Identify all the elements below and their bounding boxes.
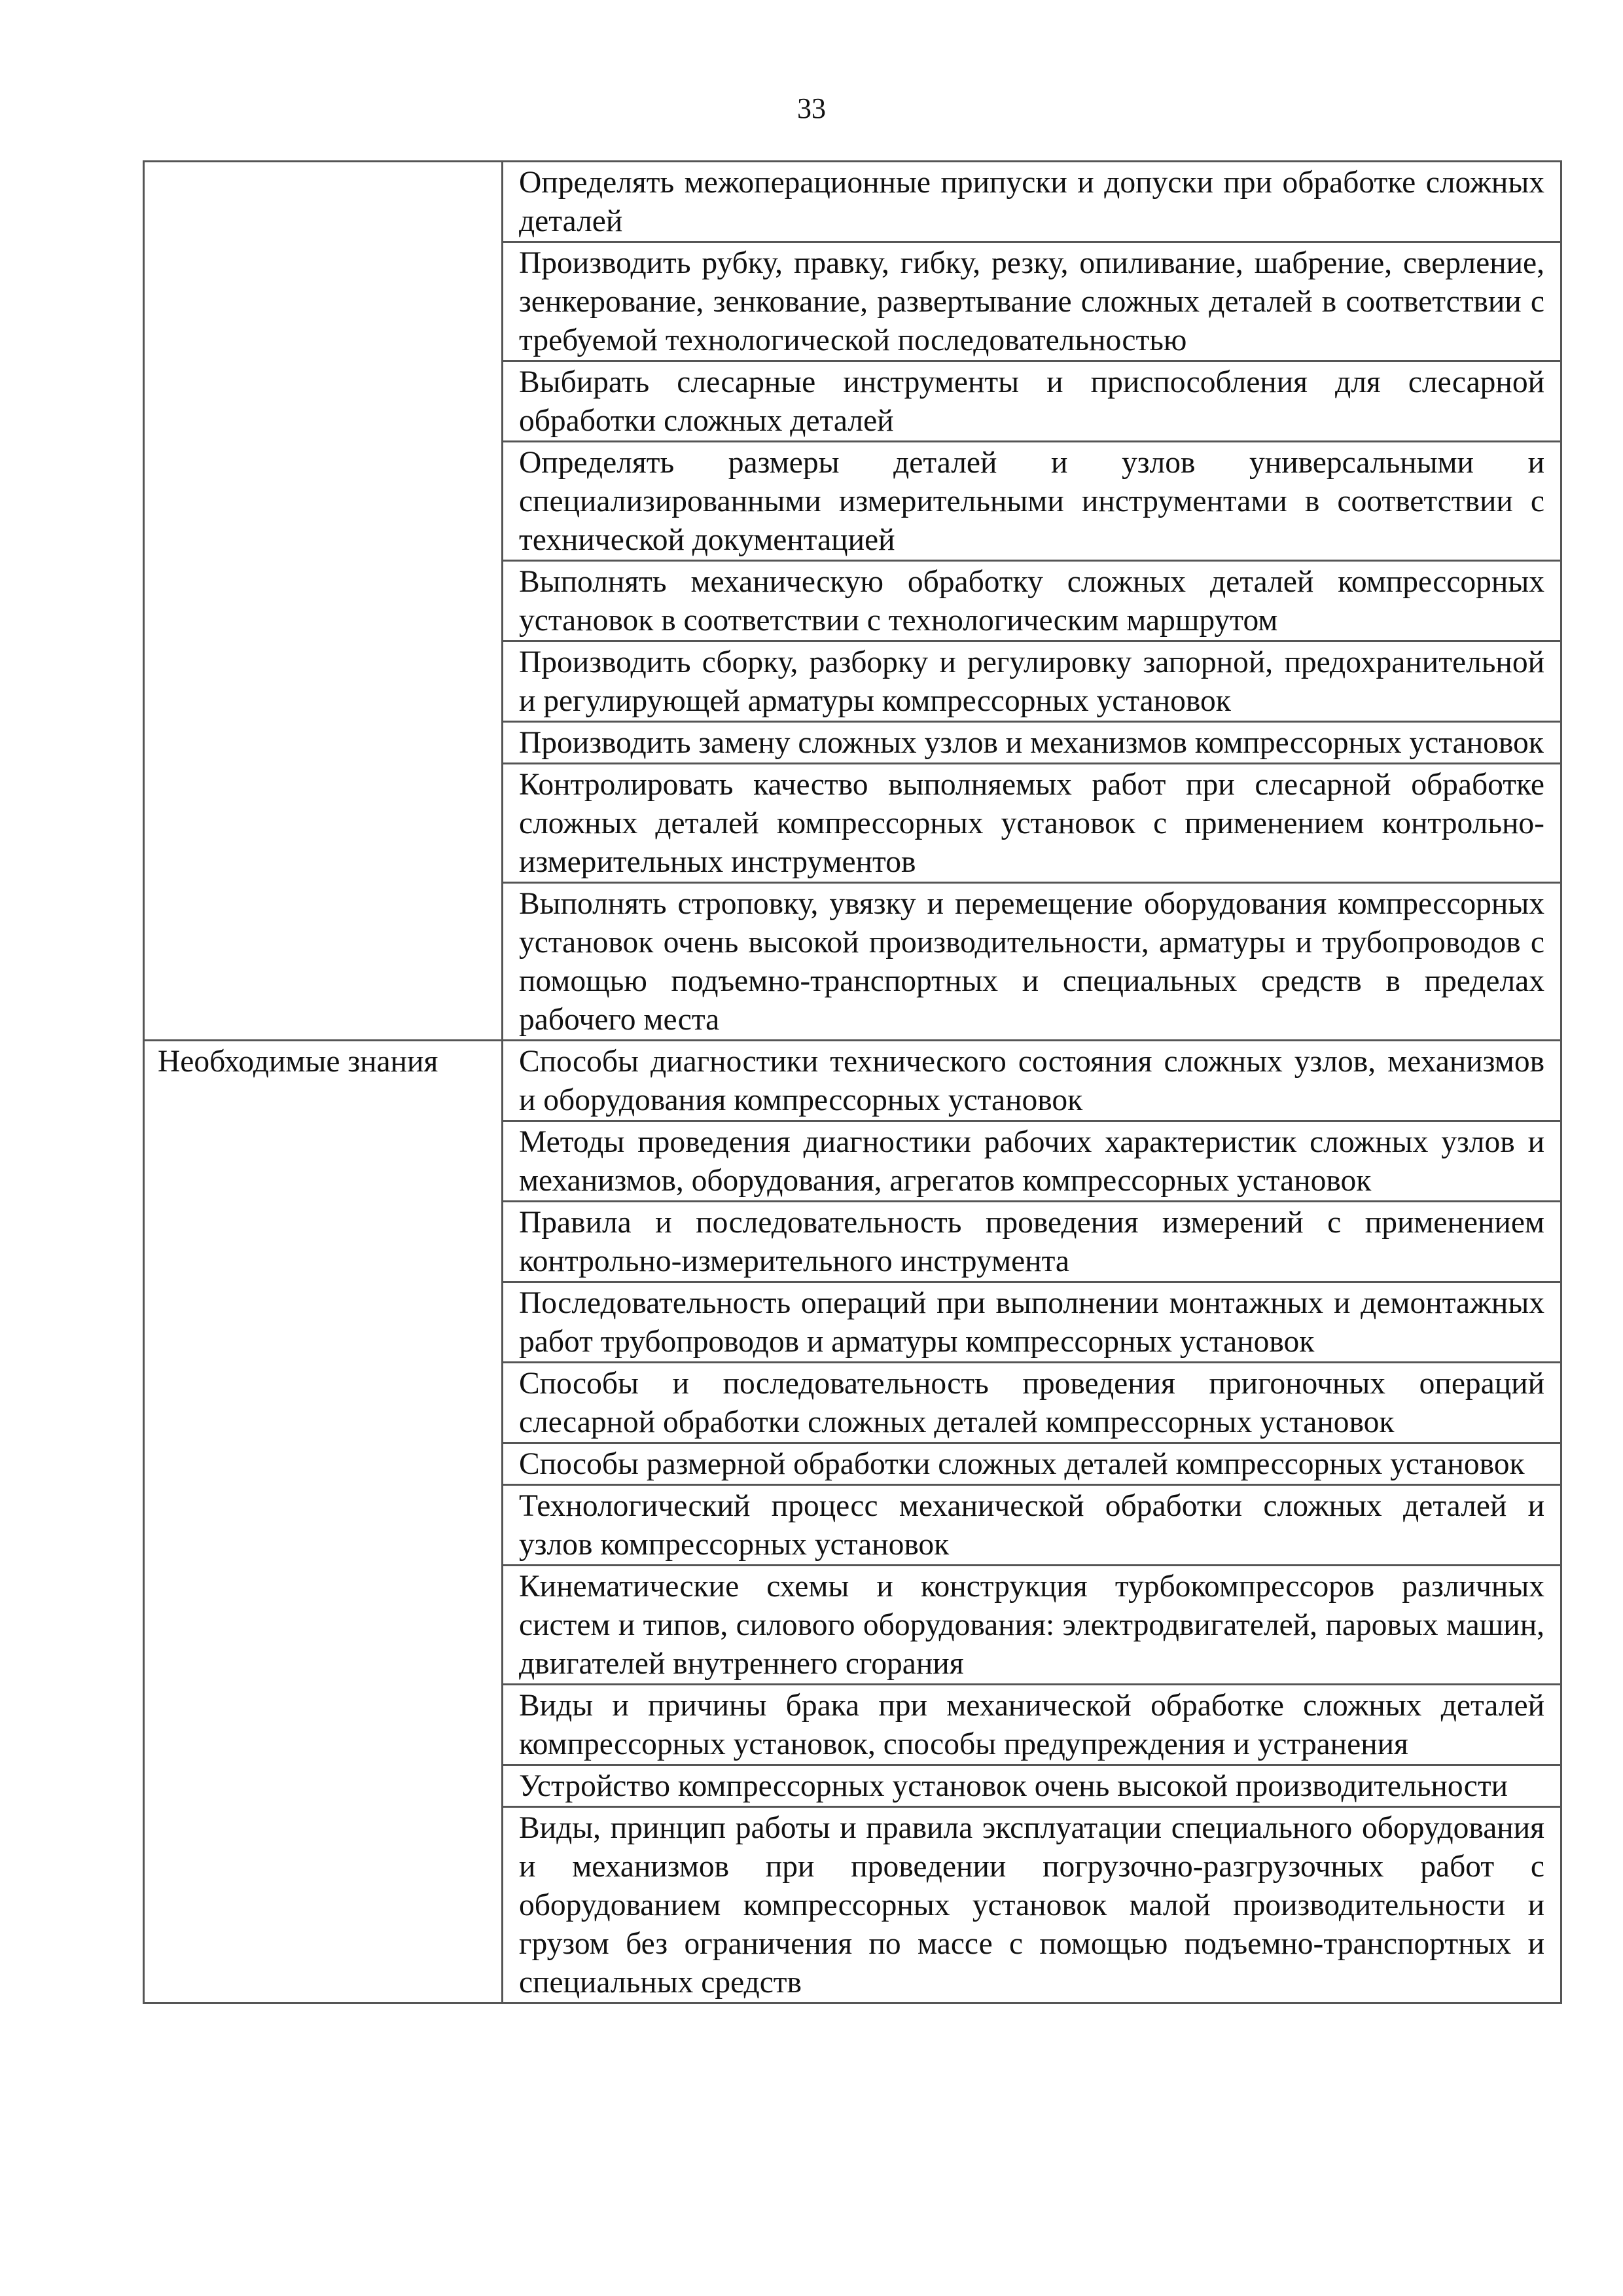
knowledge-item: Устройство компрессорных установок очень высокой производительности [503,1765,1561,1807]
skill-item: Определять размеры деталей и узлов универсальными и специализированными измерительными инструментами в соответствии с технической документацией [503,442,1561,561]
skill-item: Определять межоперационные припуски и допуски при обработке сложных деталей [503,162,1561,242]
competency-table [143,160,1562,2004]
skill-item: Производить сборку, разборку и регулировку запорной, предохранительной и регулирующей арматуры компрессорных установок [503,641,1561,722]
skill-item: Производить рубку, правку, гибку, резку, опиливание, шабрение, сверление, зенкерование, зенкование, развертывание сложных деталей в соответствии с требуемой технологической последовательностью [503,242,1561,361]
skill-item: Выбирать слесарные инструменты и приспособления для слесарной обработки сложных деталей [503,361,1561,442]
skill-item: Производить замену сложных узлов и механизмов компрессорных установок [503,722,1561,764]
table-row [144,1041,1561,1121]
knowledge-item: Способы диагностики технического состояния сложных узлов, механизмов и оборудования компрессорных установок [503,1041,1561,1121]
knowledge-item: Технологический процесс механической обработки сложных деталей и узлов компрессорных установок [503,1485,1561,1566]
table-row [144,162,1561,242]
knowledge-item: Виды и причины брака при механической обработке сложных деталей компрессорных установок, способы предупреждения и устранения [503,1685,1561,1765]
skill-item: Контролировать качество выполняемых работ при слесарной обработке сложных деталей компрессорных установок с применением контрольно-измерительных инструментов [503,764,1561,883]
knowledge-item: Виды, принцип работы и правила эксплуатации специального оборудования и механизмов при проведении погрузочно-разгрузочных работ с оборудованием компрессорных установок малой производительности и грузом без ограничения по массе с помощью подъемно-транспортных и специальных средств [503,1807,1561,2003]
knowledge-item: Кинематические схемы и конструкция турбокомпрессоров различных систем и типов, силового оборудования: электродвигателей, паровых машин, двигателей внутреннего сгорания [503,1566,1561,1685]
knowledge-item: Методы проведения диагностики рабочих характеристик сложных узлов и механизмов, оборудования, агрегатов компрессорных установок [503,1121,1561,1202]
knowledge-item: Способы размерной обработки сложных деталей компрессорных установок [503,1443,1561,1485]
section-label [144,162,503,1041]
knowledge-item: Последовательность операций при выполнении монтажных и демонтажных работ трубопроводов и арматуры компрессорных установок [503,1282,1561,1363]
knowledge-item: Способы и последовательность проведения пригоночных операций слесарной обработки сложных деталей компрессорных установок [503,1363,1561,1443]
section-label-knowledge: Необходимые знания [144,1041,503,2003]
skill-item: Выполнять строповку, увязку и перемещение оборудования компрессорных установок очень высокой производительности, арматуры и трубопроводов с помощью подъемно-транспортных и специальных средств в пределах рабочего места [503,883,1561,1041]
skill-item: Выполнять механическую обработку сложных деталей компрессорных установок в соответствии с технологическим маршрутом [503,561,1561,641]
knowledge-item: Правила и последовательность проведения измерений с применением контрольно-измерительного инструмента [503,1202,1561,1282]
page-number: 33 [797,92,826,124]
